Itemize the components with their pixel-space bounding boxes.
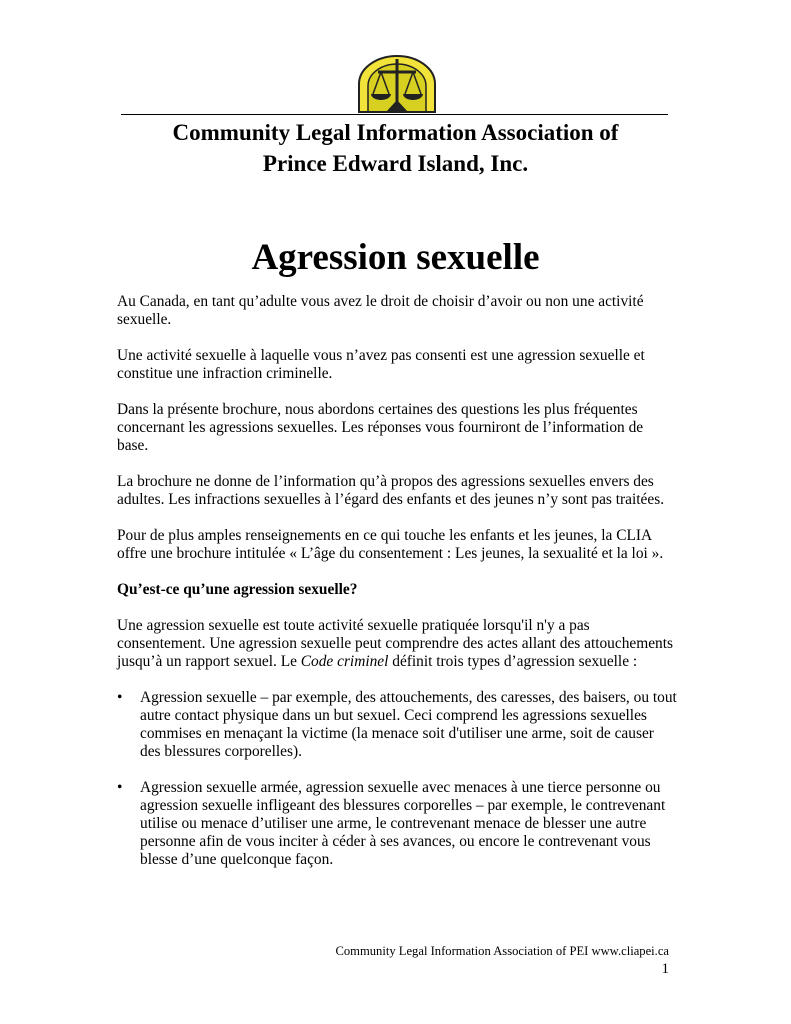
bullet-icon: •: [117, 779, 123, 796]
document-title: Agression sexuelle: [251, 237, 540, 278]
document-body: [117, 293, 677, 887]
page-number: 1: [661, 961, 669, 977]
definition-text-start: Une agression sexuelle est toute activité sexuelle pratiquée lorsqu'il n'y a pas consentement. Une agression sexuelle peut comprendre des actes allant des attouchements jusqu’à un rapport sexuel. Le: [117, 617, 674, 670]
definition-text-end: définit trois types d’agression sexuelle :: [388, 653, 638, 670]
org-name-line-1: Community Legal Information Association of: [172, 120, 619, 145]
scales-of-justice-logo-icon: [356, 54, 438, 114]
paragraph-definition: [117, 617, 677, 671]
list-item-text: Agression sexuelle – par exemple, des attouchements, des caresses, des baisers, ou tout autre contact physique dans un but sexuel. Ceci comprend les agressions sexuelles commises en menaçant la victime (la menace soit d'utiliser une arme, soit de causer des blessures corporelles).: [140, 689, 677, 760]
footer-org-website: Community Legal Information Association of PEI www.cliapei.ca: [335, 944, 669, 958]
paragraph-adults-only: La brochure ne donne de l’information qu’à propos des agressions sexuelles envers des adultes. Les infractions sexuelles à l’égard des enfants et des jeunes n’y sont pas traitées.: [117, 473, 665, 508]
paragraph-youth-brochure: Pour de plus amples renseignements en ce qui touche les enfants et les jeunes, la CLIA offre une brochure intitulée « L’âge du consentement : Les jeunes, la sexualité et la loi ».: [117, 527, 664, 562]
bullet-icon: •: [117, 689, 123, 706]
paragraph-non-consent: Une activité sexuelle à laquelle vous n’avez pas consenti est une agression sexuelle et constitue une infraction criminelle.: [117, 347, 645, 382]
assault-types-list: [117, 689, 677, 869]
paragraph-adult-rights: Au Canada, en tant qu’adulte vous avez le droit de choisir d’avoir ou non une activité sexuelle.: [117, 293, 644, 328]
org-name-line-2: Prince Edward Island, Inc.: [262, 151, 529, 176]
list-item-text: Agression sexuelle armée, agression sexuelle avec menaces à une tierce personne ou agression sexuelle infligeant des blessures corporelles – par exemple, le contrevenant utilise ou menace d’utiliser une arme, le contrevenant menace de blesser une autre personne afin de vous inciter à céder à ses avances, ou encore le contrevenant vous blesse d’une quelconque façon.: [140, 779, 666, 868]
list-item: [117, 689, 677, 761]
header-rule: [121, 114, 668, 115]
list-item: [117, 779, 677, 869]
criminal-code-reference: Code criminel: [300, 653, 389, 670]
section-heading: Qu’est-ce qu’une agression sexuelle?: [117, 581, 358, 598]
paragraph-brochure-scope: Dans la présente brochure, nous abordons certaines des questions les plus fréquentes concernant les agressions sexuelles. Les réponses vous fourniront de l’information de base.: [117, 401, 644, 454]
